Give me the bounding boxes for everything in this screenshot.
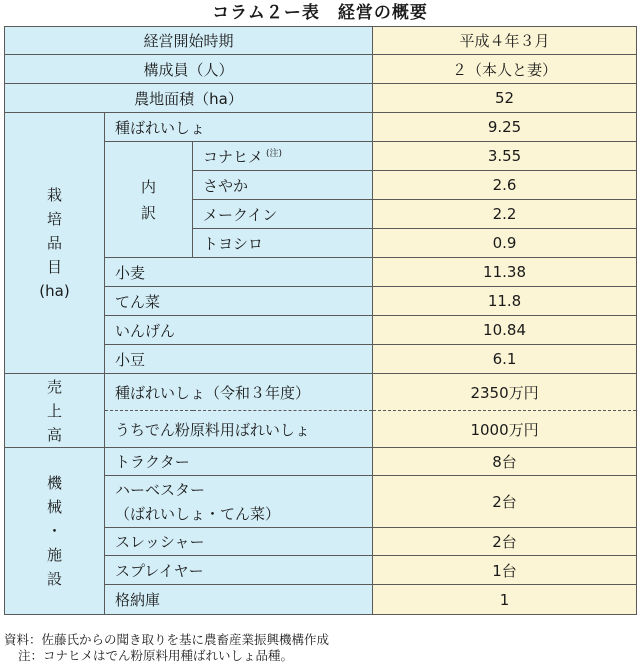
sales-value: 1000万円 xyxy=(373,411,637,448)
variety-label: トヨシロ xyxy=(193,229,373,258)
machinery-label: 格納庫 xyxy=(105,585,373,615)
group-label-char: 栽 xyxy=(46,186,62,204)
machinery-value: 2台 xyxy=(373,476,637,528)
machinery-label: トラクター xyxy=(105,448,373,476)
seed-potato-value: 9.25 xyxy=(373,113,637,142)
sales-label: うちでん粉原料用ばれいしょ xyxy=(105,411,373,448)
machinery-label xyxy=(105,476,373,528)
group-label-char: 械 xyxy=(46,498,62,516)
table-row xyxy=(5,374,637,411)
sales-value: 2350万円 xyxy=(373,374,637,411)
note-marker: (注) xyxy=(266,148,283,159)
farmland-area-value: 52 xyxy=(373,84,637,113)
crop-value: 10.84 xyxy=(373,316,637,345)
group-label-char: (ha) xyxy=(39,282,70,300)
start-date-value: 平成４年３月 xyxy=(373,27,637,55)
group-label-char: 売 xyxy=(46,377,62,396)
sales-label: 種ばれいしょ（令和３年度） xyxy=(105,374,373,411)
group-label-char: 高 xyxy=(46,425,62,444)
variety-value: 0.9 xyxy=(373,229,637,258)
group-label-char: ・ xyxy=(46,522,62,540)
variety-name: コナヒメ xyxy=(203,147,264,166)
group-label-char: 訳 xyxy=(140,203,156,222)
crop-label: 小豆 xyxy=(105,345,373,374)
group-label-char: 培 xyxy=(46,210,62,228)
variety-label: さやか xyxy=(193,171,373,200)
table-row xyxy=(5,27,637,55)
management-overview-table xyxy=(4,26,637,615)
crop-value: 11.8 xyxy=(373,287,637,316)
machinery-label-line: （ばれいしょ・てん菜） xyxy=(115,504,281,523)
breakdown-label xyxy=(105,142,193,258)
group-label-char: 施 xyxy=(46,546,62,564)
group-label-char: 内 xyxy=(140,177,156,196)
crop-label: てん菜 xyxy=(105,287,373,316)
footnotes xyxy=(4,632,636,664)
machinery-value: 8台 xyxy=(373,448,637,476)
table-row xyxy=(5,448,637,476)
members-value: ２（本人と妻） xyxy=(373,55,637,84)
members-label: 構成員（人） xyxy=(5,55,373,84)
crop-value: 11.38 xyxy=(373,258,637,287)
crop-value: 6.1 xyxy=(373,345,637,374)
start-date-label: 経営開始時期 xyxy=(5,27,373,55)
table-row xyxy=(5,55,637,84)
variety-label: メークイン xyxy=(193,200,373,229)
group-label-char: 機 xyxy=(46,474,62,492)
machinery-value: 2台 xyxy=(373,528,637,556)
variety-value: 3.55 xyxy=(373,142,637,171)
crop-label: いんげん xyxy=(105,316,373,345)
table-title: コラム２ー表 経営の概要 xyxy=(212,3,428,23)
variety-value: 2.6 xyxy=(373,171,637,200)
variety-value: 2.2 xyxy=(373,200,637,229)
group-label-char: 目 xyxy=(46,258,62,276)
table-row xyxy=(5,84,637,113)
group-label-char: 品 xyxy=(46,234,62,252)
group-label-char: 設 xyxy=(46,570,62,588)
crops-group-label xyxy=(5,113,105,374)
source-line: 資料：佐藤氏からの聞き取りを基に農畜産業振興機構作成 xyxy=(4,632,330,647)
group-label-char: 上 xyxy=(46,401,62,420)
table-row xyxy=(5,113,637,142)
machinery-group-label xyxy=(5,448,105,615)
machinery-value: 1台 xyxy=(373,556,637,585)
seed-potato-label: 種ばれいしょ xyxy=(105,113,373,142)
variety-label xyxy=(193,142,373,171)
machinery-label: スレッシャー xyxy=(105,528,373,556)
sales-group-label xyxy=(5,374,105,448)
machinery-label-line: ハーベスター xyxy=(115,480,206,499)
crop-label: 小麦 xyxy=(105,258,373,287)
machinery-value: 1 xyxy=(373,585,637,615)
machinery-label: スプレイヤー xyxy=(105,556,373,585)
farmland-area-label: 農地面積（ha） xyxy=(5,84,373,113)
note-line: 注：コナヒメはでん粉原料用種ばれいしょ品種。 xyxy=(18,648,294,663)
